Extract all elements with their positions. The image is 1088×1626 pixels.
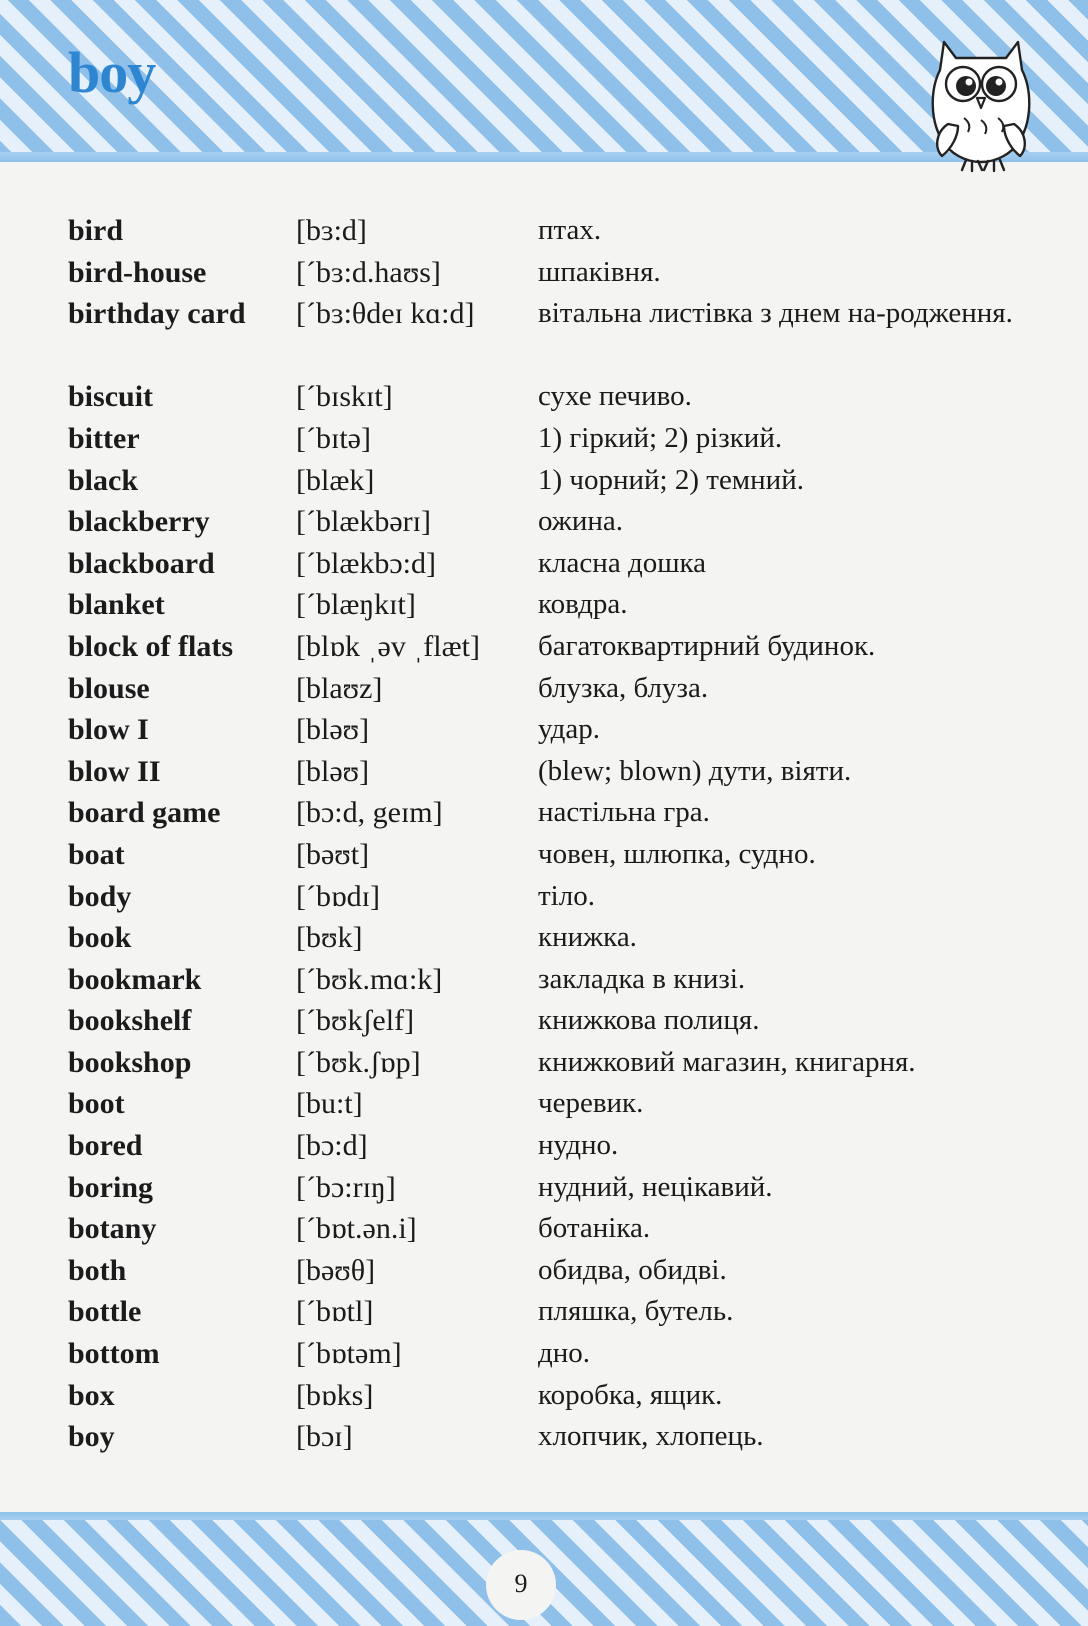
page-number: 9: [514, 1569, 528, 1598]
entry-word: biscuit: [68, 380, 154, 414]
dictionary-entry: [0, 876, 1088, 918]
dictionary-entry: [0, 1167, 1088, 1209]
entry-transcription: [ˊbɜ:θdeɪ kɑ:d]: [296, 297, 475, 331]
entry-transcription: [ˊbɪskɪt]: [296, 380, 393, 414]
entry-word: birthday card: [68, 297, 246, 331]
entry-word: blouse: [68, 671, 150, 705]
entry-transcription: [bɔ:d]: [296, 1129, 368, 1163]
entry-transcription: [ˊblækbərɪ]: [296, 505, 431, 539]
entry-word: blackberry: [68, 505, 210, 539]
entry-meaning: черевик.: [538, 1087, 644, 1120]
entry-meaning: птах.: [538, 214, 602, 246]
entry-transcription: [ˊblæŋkɪt]: [296, 588, 416, 622]
entry-word: blackboard: [68, 546, 215, 580]
entry-meaning: тіло.: [538, 879, 595, 912]
dictionary-entry: [0, 418, 1088, 460]
entry-transcription: [bɒks]: [296, 1378, 374, 1412]
entry-word: box: [68, 1378, 115, 1412]
entry-meaning: 1) чорний; 2) темний.: [538, 463, 804, 496]
entry-word: boot: [68, 1087, 125, 1121]
entry-word: bottom: [68, 1337, 160, 1371]
entry-word: botany: [68, 1212, 157, 1246]
dictionary-entry: [0, 210, 1088, 252]
entry-word: blow I: [68, 713, 149, 747]
entry-meaning: ожина.: [538, 505, 623, 538]
entry-meaning: обидва, обидві.: [538, 1253, 727, 1286]
entry-transcription: [ˊbɒdɪ]: [296, 879, 380, 913]
entry-transcription: [bəʊt]: [296, 837, 370, 871]
entry-transcription: [bɔ:d, geɪm]: [296, 796, 443, 830]
dictionary-entry: [0, 293, 1088, 376]
dictionary-entry: [0, 1416, 1088, 1458]
entry-meaning: блузка, блуза.: [538, 671, 709, 704]
entry-transcription: [ˊbʊkʃelf]: [296, 1004, 415, 1038]
entry-meaning: дно.: [538, 1337, 591, 1370]
dictionary-entry: [0, 460, 1088, 502]
dictionary-entry: [0, 1250, 1088, 1292]
entry-word: bitter: [68, 421, 140, 455]
entry-word: bird-house: [68, 255, 207, 289]
entry-word: body: [68, 879, 132, 913]
entry-meaning: багатоквартирний будинок.: [538, 629, 876, 662]
page-title: boy: [68, 40, 156, 105]
dictionary-entry: [0, 917, 1088, 959]
entry-word: bookshelf: [68, 1004, 192, 1038]
dictionary-entry: [0, 709, 1088, 751]
entry-transcription: [ˊbɜ:d.haʊs]: [296, 255, 441, 289]
entry-meaning: пляшка, бутель.: [538, 1295, 734, 1328]
entry-meaning: книжкова полиця.: [538, 1004, 760, 1037]
entry-word: board game: [68, 796, 221, 830]
dictionary-entry: [0, 668, 1088, 710]
dictionary-entry: [0, 834, 1088, 876]
entry-transcription: [bəʊθ]: [296, 1253, 376, 1287]
entry-transcription: [ˊbʊk.mɑ:k]: [296, 962, 443, 996]
dictionary-entry: [0, 252, 1088, 294]
dictionary-entry: [0, 751, 1088, 793]
entry-word: blow II: [68, 754, 161, 788]
entry-transcription: [ˊbɒtl]: [296, 1295, 374, 1329]
dictionary-entry: [0, 1083, 1088, 1125]
entry-meaning: нудний, нецікавий.: [538, 1170, 773, 1203]
dictionary-entries: [0, 210, 1088, 1458]
entry-word: blanket: [68, 588, 165, 622]
entry-transcription: [ˊbɔ:rɪŋ]: [296, 1170, 396, 1204]
entry-meaning: вітальна листівка з днем на-родження.: [538, 297, 1013, 330]
entry-word: boy: [68, 1420, 115, 1454]
dictionary-entry: [0, 626, 1088, 668]
entry-transcription: [bɜ:d]: [296, 214, 367, 247]
entry-word: bored: [68, 1129, 143, 1163]
dictionary-entry: [0, 792, 1088, 834]
entry-transcription: [ˊbɒt.ən.i]: [296, 1212, 417, 1246]
entry-meaning: хлопчик, хлопець.: [538, 1420, 764, 1453]
entry-meaning: книжка.: [538, 921, 637, 954]
entry-transcription: [ˊblækbɔ:d]: [296, 546, 436, 580]
entry-meaning: шпаківня.: [538, 255, 661, 288]
entry-word: bookmark: [68, 962, 202, 996]
entry-transcription: [ˊbʊk.ʃɒp]: [296, 1045, 421, 1079]
entry-meaning: човен, шлюпка, судно.: [538, 837, 816, 870]
entry-meaning: закладка в книзі.: [538, 962, 746, 995]
dictionary-entry: [0, 959, 1088, 1001]
entry-meaning: 1) гіркий; 2) різкий.: [538, 421, 783, 454]
entry-word: both: [68, 1253, 127, 1287]
entry-word: boring: [68, 1170, 154, 1204]
owl-icon: [922, 28, 1040, 173]
entry-transcription: [bɔɪ]: [296, 1420, 353, 1454]
entry-meaning: ботаніка.: [538, 1212, 651, 1245]
entry-word: book: [68, 921, 132, 955]
entry-meaning: книжковий магазин, книгарня.: [538, 1045, 916, 1078]
dictionary-entry: [0, 376, 1088, 418]
entry-transcription: [bu:t]: [296, 1087, 363, 1121]
entry-meaning: настільна гра.: [538, 796, 710, 829]
dictionary-entry: [0, 1291, 1088, 1333]
entry-meaning: (blew; blown) дути, віяти.: [538, 754, 852, 787]
entry-meaning: коробка, ящик.: [538, 1378, 723, 1411]
entry-transcription: [ˊbɪtə]: [296, 421, 371, 455]
entry-word: boat: [68, 837, 125, 871]
entry-meaning: нудно.: [538, 1129, 619, 1162]
entry-meaning: ковдра.: [538, 588, 628, 621]
entry-meaning: удар.: [538, 713, 601, 746]
dictionary-entry: [0, 1375, 1088, 1417]
dictionary-entry: [0, 1000, 1088, 1042]
entry-meaning: сухе печиво.: [538, 380, 692, 413]
dictionary-entry: [0, 1042, 1088, 1084]
entry-word: bottle: [68, 1295, 142, 1329]
entry-transcription: [bləʊ]: [296, 754, 370, 788]
entry-transcription: [blæk]: [296, 463, 375, 497]
entry-transcription: [blɒk ˌəv ˌflæt]: [296, 629, 480, 663]
dictionary-entry: [0, 1208, 1088, 1250]
entry-transcription: [bləʊ]: [296, 713, 370, 747]
entry-word: bookshop: [68, 1045, 192, 1079]
entry-transcription: [ˊbɒtəm]: [296, 1337, 402, 1371]
dictionary-entry: [0, 1125, 1088, 1167]
entry-meaning: класна дошка: [538, 546, 707, 579]
entry-transcription: [blaʊz]: [296, 671, 383, 705]
dictionary-entry: [0, 543, 1088, 585]
entry-word: black: [68, 463, 139, 497]
dictionary-entry: [0, 501, 1088, 543]
dictionary-entry: [0, 584, 1088, 626]
entry-word: bird: [68, 214, 124, 247]
dictionary-entry: [0, 1333, 1088, 1375]
entry-word: block of flats: [68, 629, 233, 663]
entry-transcription: [bʊk]: [296, 921, 363, 955]
